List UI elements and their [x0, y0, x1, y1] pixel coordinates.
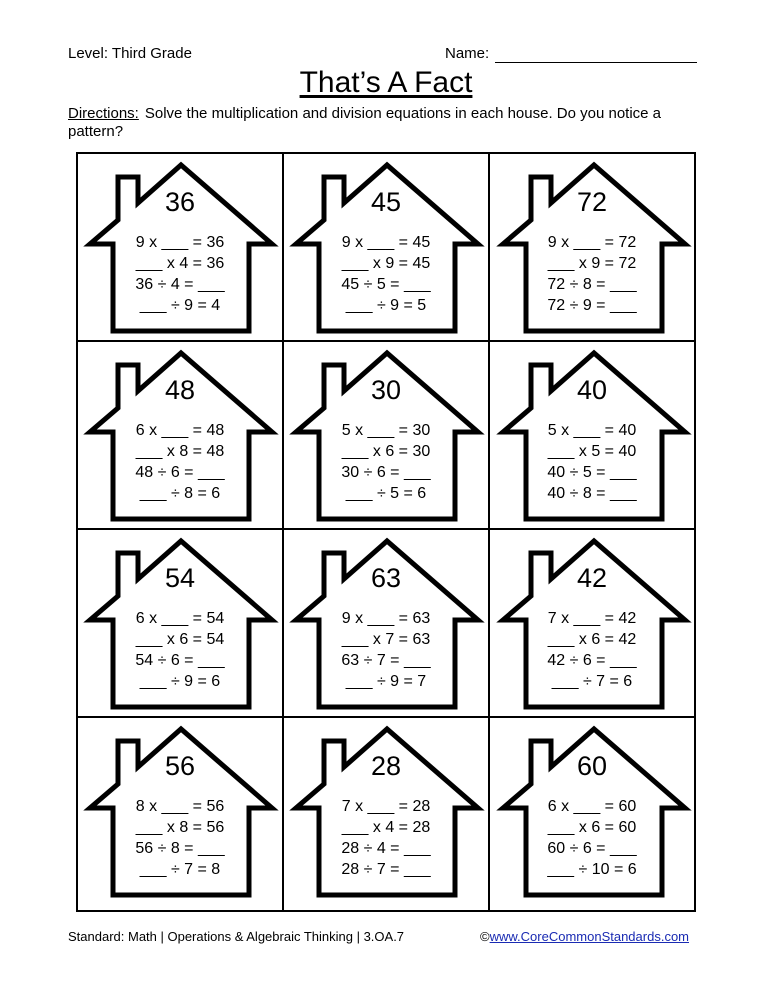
house-cell [488, 152, 696, 340]
equation: 40 ÷ 8 = ___ [547, 485, 637, 502]
equation: 6 x ___ = 60 [547, 798, 637, 815]
house-number: 36 [164, 187, 196, 217]
equation: 48 ÷ 6 = ___ [135, 464, 225, 481]
house-cell [488, 340, 696, 528]
house-number: 72 [576, 187, 608, 217]
equation: ___ ÷ 9 = 6 [139, 673, 221, 690]
equation: 45 ÷ 5 = ___ [341, 276, 431, 293]
house-number: 48 [164, 375, 196, 405]
standard-footer: Standard: Math | Operations & Algebraic Thinking | 3.OA.7 [68, 929, 405, 944]
equation: ___ x 6 = 30 [341, 443, 431, 460]
grade-level: Level: Third Grade [68, 45, 192, 62]
house-cell [76, 152, 282, 340]
house-cell [282, 716, 488, 912]
equation: 60 ÷ 6 = ___ [547, 840, 637, 857]
equation: 42 ÷ 6 = ___ [547, 652, 637, 669]
equation: ___ x 6 = 54 [135, 631, 225, 648]
equation: 9 x ___ = 72 [547, 234, 637, 251]
equation: ___ ÷ 5 = 6 [345, 485, 427, 502]
copyright [480, 929, 689, 944]
equation: 36 ÷ 4 = ___ [135, 276, 225, 293]
equation: ___ x 8 = 48 [135, 443, 225, 460]
equation: ___ x 6 = 60 [547, 819, 637, 836]
equation: ___ ÷ 9 = 4 [139, 297, 221, 314]
house-number: 42 [576, 563, 608, 593]
house-cell [282, 152, 488, 340]
house-grid [76, 152, 696, 912]
equation: ___ ÷ 10 = 6 [547, 861, 637, 878]
house-number: 63 [370, 563, 402, 593]
house-cell [488, 528, 696, 716]
equation: 9 x ___ = 45 [341, 234, 431, 251]
directions [68, 105, 708, 141]
worksheet-title: That’s A Fact [299, 66, 473, 99]
house-cell [76, 528, 282, 716]
equation: ___ ÷ 9 = 7 [345, 673, 427, 690]
house-cell [488, 716, 696, 912]
equation: 8 x ___ = 56 [135, 798, 225, 815]
copyright-symbol: © [480, 929, 490, 944]
equation: 5 x ___ = 40 [547, 422, 637, 439]
house-cell [76, 716, 282, 912]
house-outline [284, 718, 490, 914]
equation: ___ x 4 = 36 [135, 255, 225, 272]
name-field-line[interactable] [495, 62, 697, 63]
name-label: Name: [445, 45, 490, 62]
equation: 5 x ___ = 30 [341, 422, 431, 439]
equation: ___ x 6 = 42 [547, 631, 637, 648]
equation: 54 ÷ 6 = ___ [135, 652, 225, 669]
house-cell [76, 340, 282, 528]
equation: ___ x 9 = 45 [341, 255, 431, 272]
equation: ___ x 4 = 28 [341, 819, 431, 836]
equation: 40 ÷ 5 = ___ [547, 464, 637, 481]
directions-text: Solve the multiplication and division equations in each house. Do you notice a pattern? [68, 105, 662, 140]
house-number: 56 [164, 751, 196, 781]
equation: 56 ÷ 8 = ___ [135, 840, 225, 857]
house-number: 28 [370, 751, 402, 781]
equation: ___ x 5 = 40 [547, 443, 637, 460]
equation: 7 x ___ = 42 [547, 610, 637, 627]
house-outline [78, 718, 284, 914]
house-number: 40 [576, 375, 608, 405]
house-number: 30 [370, 375, 402, 405]
website-link[interactable]: www.CoreCommonStandards.com [489, 929, 689, 944]
equation: 6 x ___ = 48 [135, 422, 225, 439]
equation: 72 ÷ 8 = ___ [547, 276, 637, 293]
equation: 7 x ___ = 28 [341, 798, 431, 815]
equation: ___ x 7 = 63 [341, 631, 431, 648]
equation: 9 x ___ = 36 [135, 234, 225, 251]
house-number: 45 [370, 187, 402, 217]
equation: 28 ÷ 7 = ___ [341, 861, 431, 878]
house-cell [282, 340, 488, 528]
house-number: 54 [164, 563, 196, 593]
equation: 72 ÷ 9 = ___ [547, 297, 637, 314]
equation: 9 x ___ = 63 [341, 610, 431, 627]
equation: 28 ÷ 4 = ___ [341, 840, 431, 857]
equation: ___ ÷ 8 = 6 [139, 485, 221, 502]
equation: ___ ÷ 7 = 8 [139, 861, 221, 878]
house-cell [282, 528, 488, 716]
house-number: 60 [576, 751, 608, 781]
equation: ___ x 8 = 56 [135, 819, 225, 836]
equation: 30 ÷ 6 = ___ [341, 464, 431, 481]
equation: ___ x 9 = 72 [547, 255, 637, 272]
directions-label: Directions: [68, 105, 139, 122]
house-outline [490, 718, 698, 914]
equation: ___ ÷ 9 = 5 [345, 297, 427, 314]
equation: 63 ÷ 7 = ___ [341, 652, 431, 669]
equation: ___ ÷ 7 = 6 [551, 673, 633, 690]
equation: 6 x ___ = 54 [135, 610, 225, 627]
